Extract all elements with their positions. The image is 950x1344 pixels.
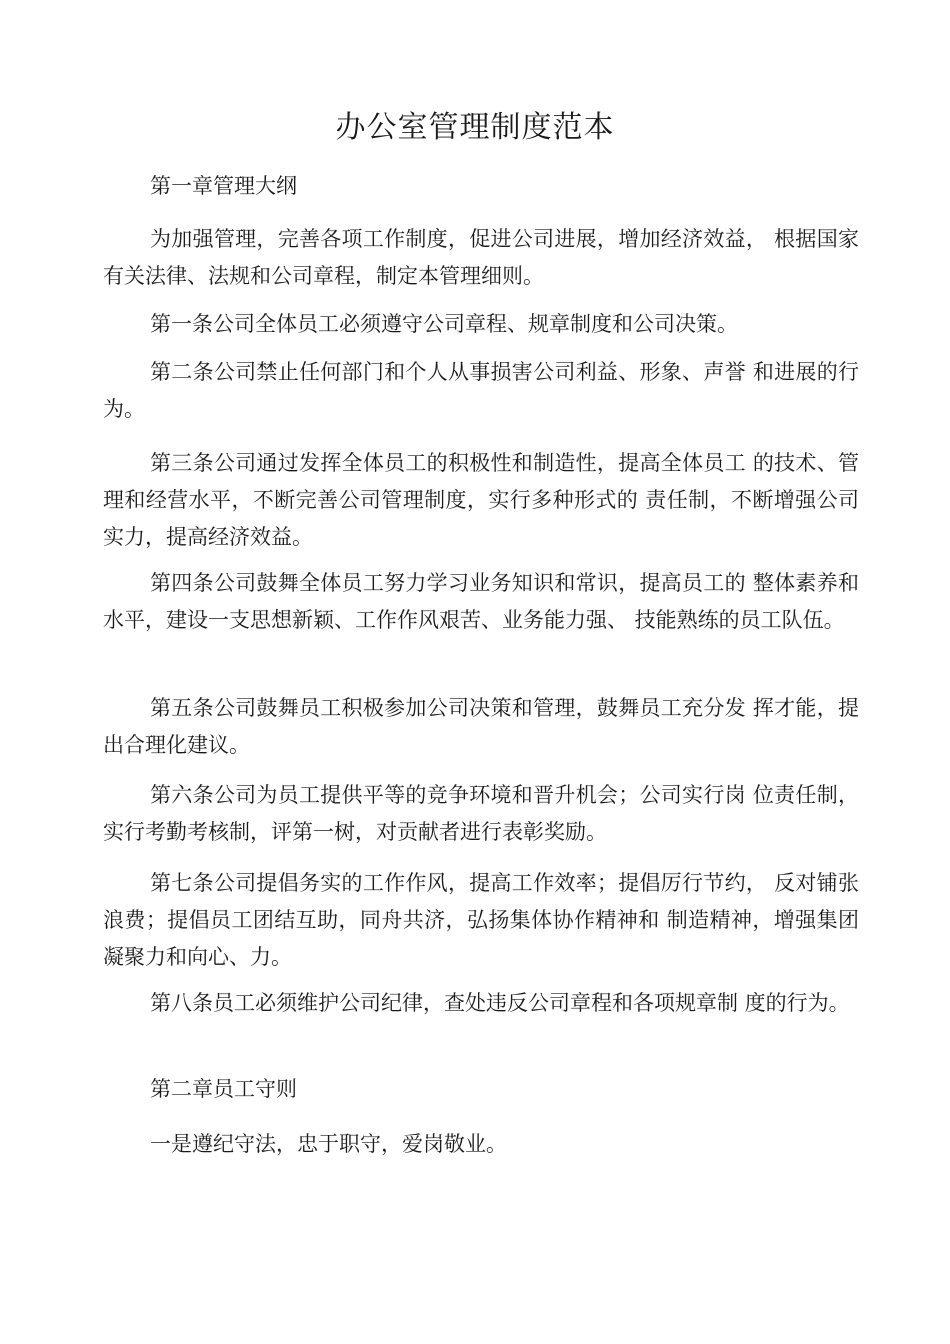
article-6: 第六条公司为员工提供平等的竞争环境和晋升机会；公司实行岗 位责任制，实行考勤考核制，评第一树，对贡献者进行表彰奖励。 <box>103 783 859 844</box>
document-title: 办公室管理制度范本 <box>335 110 615 145</box>
paragraph-intro: 为加强管理，完善各项工作制度，促进公司进展，增加经济效益， 根据国家有关法律、法规和公司章程，制定本管理细则。 <box>103 227 859 288</box>
article-3: 第三条公司通过发挥全体员工的积极性和制造性，提高全体员工 的技术、管理和经营水平，不断完善公司管理制度，实行多种形式的 责任制，不断增强公司实力，提高经济效益。 <box>103 451 859 549</box>
article-2: 第二条公司禁止任何部门和个人从事损害公司利益、形象、声誉 和进展的行为。 <box>103 360 859 421</box>
article-8: 第八条员工必须维护公司纪律，查处违反公司章程和各项规章制 度的行为。 <box>150 991 850 1015</box>
article-7: 第七条公司提倡务实的工作作风，提高工作效率；提倡厉行节约， 反对铺张浪费；提倡员工团结互助，同舟共济，弘扬集体协作精神和 制造精神，增强集团凝聚力和向心、力。 <box>103 871 859 969</box>
chapter-1-heading: 第一章管理大纲 <box>150 174 297 198</box>
article-5: 第五条公司鼓舞员工积极参加公司决策和管理，鼓舞员工充分发 挥才能，提出合理化建议。 <box>103 696 859 757</box>
rule-1: 一是遵纪守法，忠于职守，爱岗敬业。 <box>150 1132 507 1156</box>
chapter-2-heading: 第二章员工守则 <box>150 1077 297 1101</box>
article-1: 第一条公司全体员工必须遵守公司章程、规章制度和公司决策。 <box>150 312 738 336</box>
article-4: 第四条公司鼓舞全体员工努力学习业务知识和常识，提高员工的 整体素养和水平，建设一支思想新颖、工作作风艰苦、业务能力强、 技能熟练的员工队伍。 <box>103 571 859 632</box>
